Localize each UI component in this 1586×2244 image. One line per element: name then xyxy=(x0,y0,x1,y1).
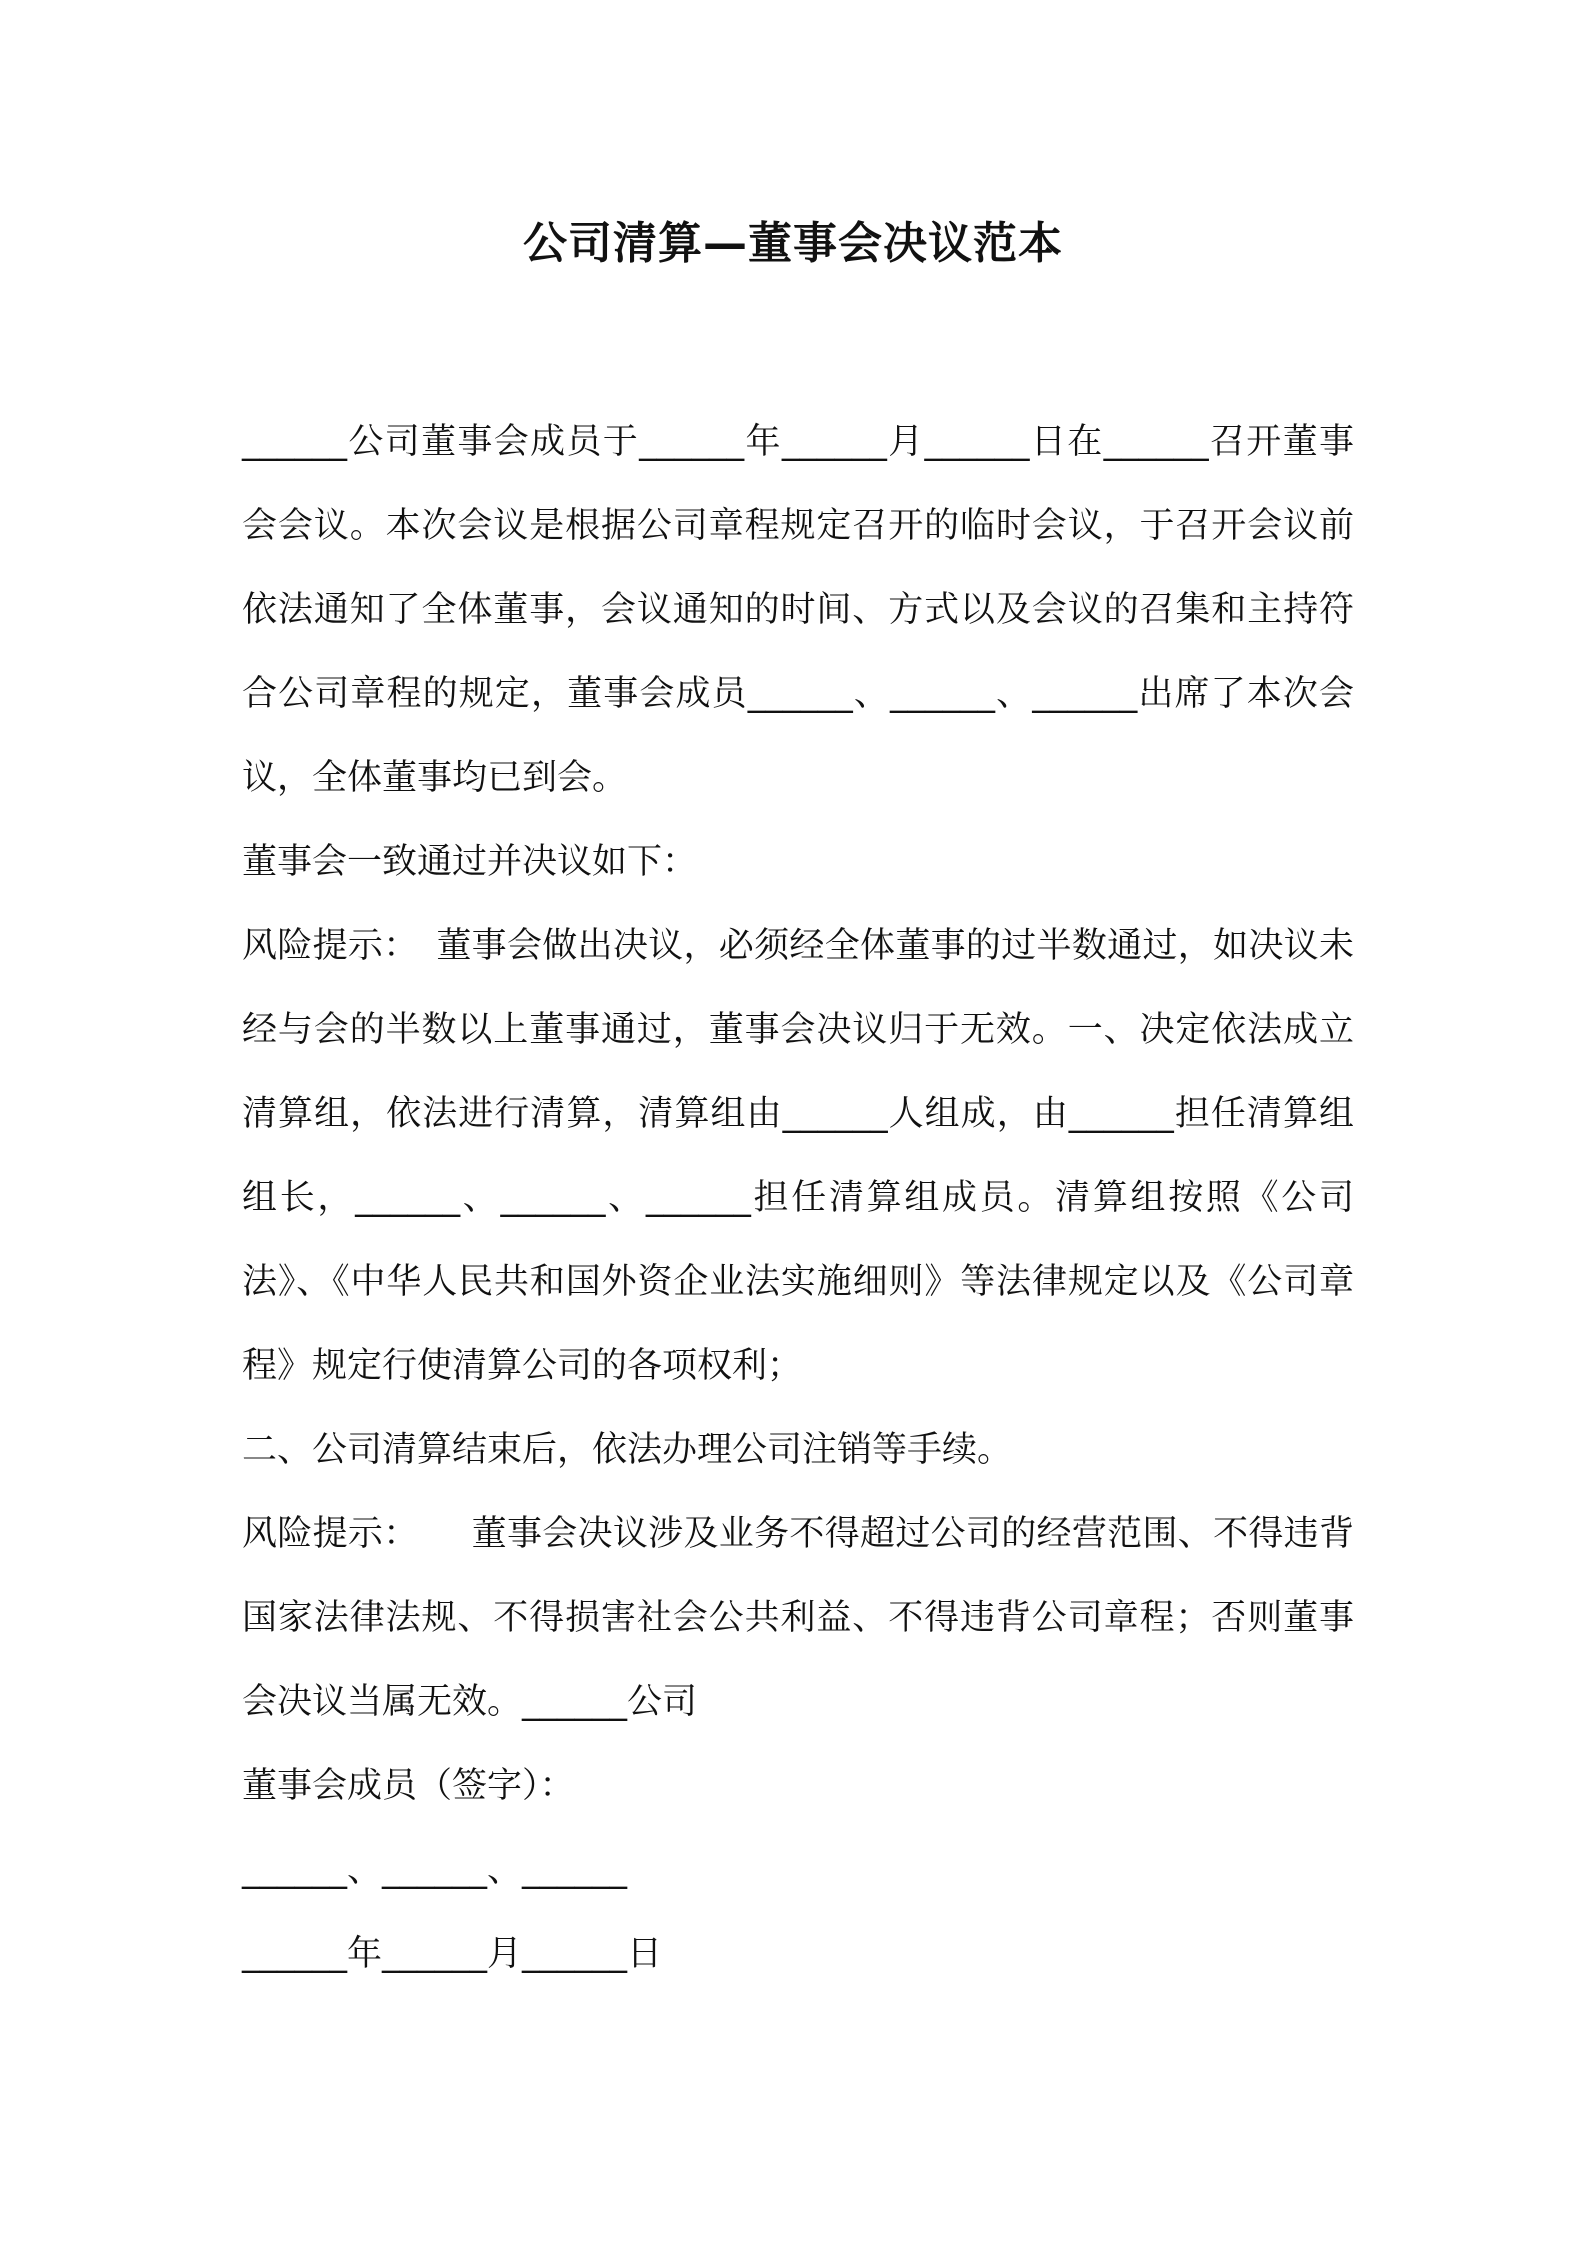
document-title: 公司清算—董事会决议范本 xyxy=(523,218,1063,269)
resolution-item-2: 二、公司清算结束后，依法办理公司注销等手续。 xyxy=(242,1430,1013,1470)
risk-notice-1: 风险提示： 董事会做出决议，必须经全体董事的过半数通过，如决议未经与会的半数以上董事通过，董事会决议归于无效。一、决定依法成立清算组，依法进行清算，清算组由______人组成，由______担任清算组组长，______、______、______担任清算组成员。清算组按照《公司法》、《中华人民共和国外资企业法实施细则》等法律规定以及《公司章程》规定行使清算公司的各项权利； xyxy=(242,926,1354,1386)
signature-blanks: ______、______、______ xyxy=(242,1850,628,1890)
document-body xyxy=(242,400,1354,1996)
signature-label: 董事会成员（签字）： xyxy=(242,1766,575,1806)
meeting-paragraph: ______公司董事会成员于______年______月______日在______召开董事会会议。本次会议是根据公司章程规定召开的临时会议，于召开会议前依法通知了全体董事，会议通知的时间、方式以及会议的召集和主持符合公司章程的规定，董事会成员______、______、______出席了本次会议，全体董事均已到会。 xyxy=(242,422,1354,798)
resolution-intro: 董事会一致通过并决议如下： xyxy=(242,842,698,882)
date-line: ______年______月______日 xyxy=(242,1934,663,1974)
risk-notice-2: 风险提示： 董事会决议涉及业务不得超过公司的经营范围、不得违背国家法律法规、不得损害社会公共利益、不得违背公司章程；否则董事会决议当属无效。______公司 xyxy=(242,1514,1354,1722)
